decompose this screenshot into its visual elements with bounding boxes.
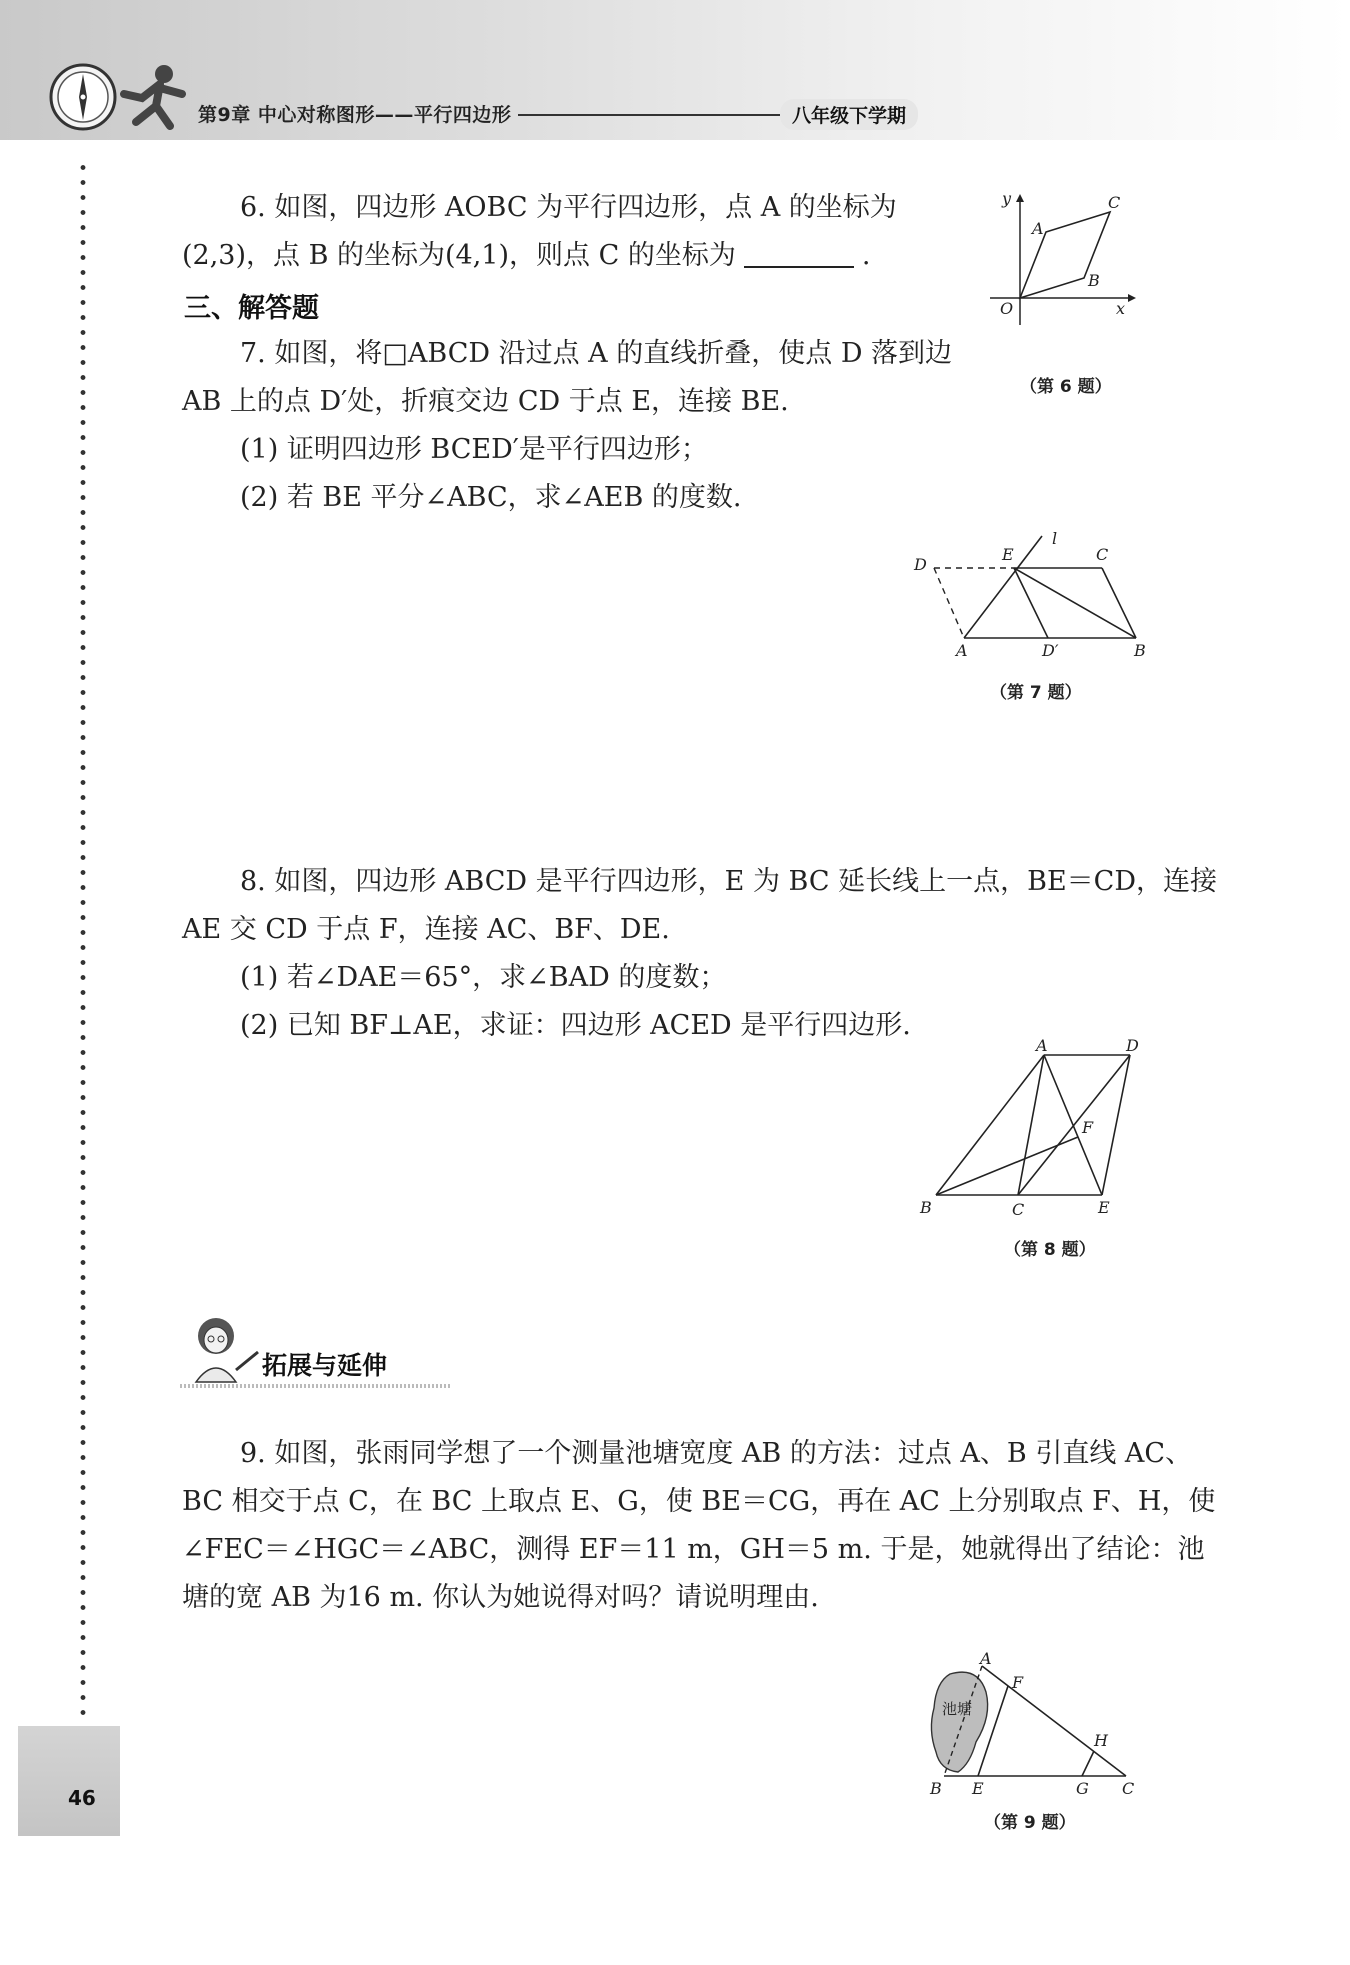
q8-label-d: D (1126, 1036, 1139, 1055)
q7-sub2: (2) 若 BE 平分∠ABC，求∠AEB 的度数. (240, 482, 742, 513)
q6-line2-text: (2,3)，点 B 的坐标为(4,1)，则点 C 的坐标为 (182, 240, 736, 271)
q6-caption: （第 6 题） (1020, 377, 1112, 397)
q7-line2: AB 上的点 D′处，折痕交边 CD 于点 E，连接 BE. (182, 386, 789, 417)
q6-line2 (182, 232, 870, 279)
q7-line1: 7. 如图，将□ABCD 沿过点 A 的直线折叠，使点 D 落到边 (240, 338, 953, 369)
q6-line1: 6. 如图，四边形 AOBC 为平行四边形，点 A 的坐标为 (240, 192, 897, 223)
q6-label-c: C (1108, 193, 1121, 212)
q7-figure (910, 530, 1160, 670)
q7-caption: （第 7 题） (990, 683, 1082, 703)
q6-label-o: O (1000, 299, 1014, 318)
q8-sub2: (2) 已知 BF⊥AE，求证：四边形 ACED 是平行四边形. (240, 1010, 911, 1041)
q7-label-d: D (914, 555, 927, 574)
q7-label-b: B (1134, 641, 1146, 660)
q9-line2: BC 相交于点 C，在 BC 上取点 E、G，使 BE＝CG，再在 AC 上分别取点 F、H，使 (182, 1486, 1216, 1517)
answer-blank[interactable] (744, 240, 854, 268)
page-number: 46 (68, 1786, 96, 1810)
q6-label-y: y (1002, 190, 1012, 208)
page-tab (18, 1726, 120, 1836)
header-rule (518, 114, 780, 116)
chapter-title: 第9章 中心对称图形——平行四边形 (198, 104, 512, 126)
q8-line1: 8. 如图，四边形 ABCD 是平行四边形，E 为 BC 延长线上一点，BE＝CD，连接 (240, 866, 1217, 897)
dotted-margin (80, 160, 86, 1720)
q9-line4: 塘的宽 AB 为16 m. 你认为她说得对吗？请说明理由. (182, 1582, 819, 1613)
q7-label-dprime: D′ (1042, 641, 1059, 660)
q9-label-f: F (1012, 1673, 1024, 1692)
q6-line2-end: . (861, 240, 871, 271)
q8-caption: （第 8 题） (1004, 1240, 1096, 1260)
section-heading: 三、解答题 (184, 293, 319, 324)
q9-label-h: H (1094, 1731, 1108, 1750)
q9-label-a: A (980, 1652, 992, 1668)
q6-figure (980, 190, 1140, 330)
q9-label-c: C (1122, 1779, 1135, 1798)
q7-label-e: E (1002, 545, 1014, 564)
runner-icon (112, 60, 192, 130)
q8-label-a: A (1036, 1036, 1048, 1055)
compass-icon (48, 62, 118, 132)
extension-title: 拓展与延伸 (262, 1351, 388, 1380)
q8-line2: AE 交 CD 于点 F，连接 AC、BF、DE. (182, 914, 670, 945)
q8-sub1: (1) 若∠DAE＝65°，求∠BAD 的度数； (240, 962, 727, 993)
q9-label-g: G (1076, 1779, 1089, 1798)
q6-label-b: B (1088, 271, 1100, 290)
q7-label-c: C (1096, 545, 1109, 564)
q8-label-c: C (1012, 1200, 1025, 1219)
q9-line3: ∠FEC＝∠HGC＝∠ABC，测得 EF＝11 m，GH＝5 m. 于是，她就得出了结论：池 (182, 1534, 1205, 1565)
q8-label-e: E (1098, 1198, 1110, 1217)
q9-label-e: E (972, 1779, 984, 1798)
grade-badge: 八年级下学期 (780, 99, 918, 130)
q9-label-pond: 池塘 (942, 1700, 973, 1718)
q7-label-l: l (1052, 530, 1058, 548)
q6-label-x: x (1116, 299, 1126, 318)
q6-label-a: A (1032, 219, 1044, 238)
q9-caption: （第 9 题） (984, 1813, 1076, 1833)
q9-line1: 9. 如图，张雨同学想了一个测量池塘宽度 AB 的方法：过点 A、B 引直线 AC、 (240, 1438, 1193, 1469)
q8-label-f: F (1082, 1118, 1094, 1137)
q8-label-b: B (920, 1198, 932, 1217)
q9-figure (918, 1652, 1148, 1802)
q8-figure (910, 1035, 1160, 1225)
q7-label-a: A (956, 641, 968, 660)
q7-sub1: (1) 证明四边形 BCED′是平行四边形； (240, 434, 708, 465)
q9-label-b: B (930, 1779, 942, 1798)
